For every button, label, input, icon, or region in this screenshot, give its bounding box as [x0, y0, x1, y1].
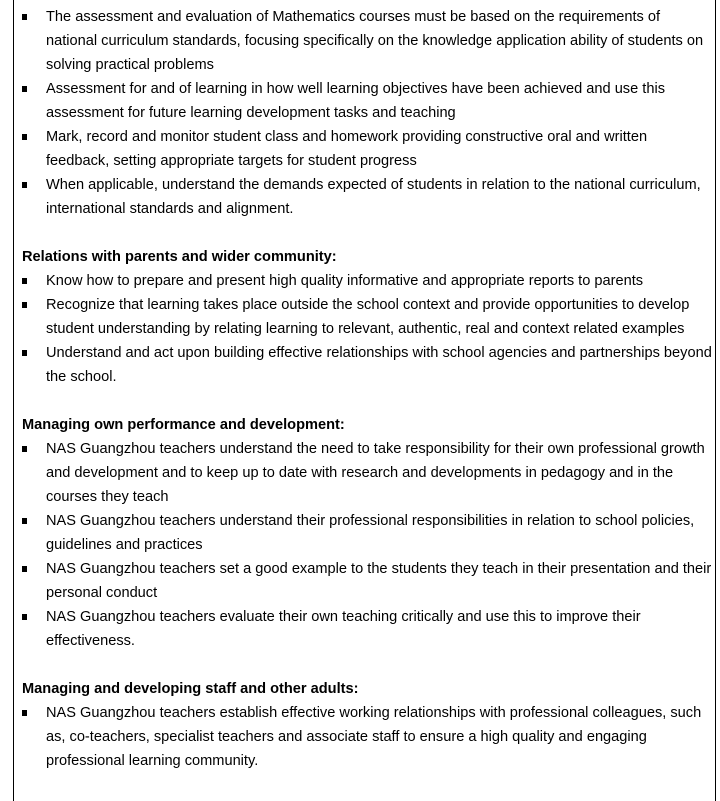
- own-performance-section: [22, 413, 712, 653]
- list-item-text: Assessment for and of learning in how well learning objectives have been achieved and use this assessment for future learning development tasks and teaching: [46, 81, 665, 121]
- assessment-list: [22, 5, 712, 221]
- section-heading: Managing own performance and development:: [22, 417, 345, 433]
- list-item: [22, 77, 712, 125]
- list-item-text: NAS Guangzhou teachers understand the need to take responsibility for their own professional growth and development and to keep up to date with research and developments in pedagogy and in the courses they teach: [46, 441, 705, 505]
- assessment-section: [22, 5, 712, 221]
- list-item: [22, 5, 712, 77]
- list-item: [22, 125, 712, 173]
- square-bullet-icon: [22, 278, 27, 284]
- list-item: [22, 341, 712, 389]
- list-item-text: NAS Guangzhou teachers establish effective working relationships with professional colleagues, such as, co-teachers, specialist teachers and associate staff to ensure a high quality and engaging professional learning community.: [46, 705, 702, 769]
- parents-community-section: [22, 245, 712, 389]
- document-body: [22, 5, 712, 773]
- list-item: [22, 173, 712, 221]
- own-performance-list: [22, 437, 712, 653]
- square-bullet-icon: [22, 182, 27, 188]
- list-item-text: Mark, record and monitor student class and homework providing constructive oral and written feedback, setting appropriate targets for student progress: [46, 129, 648, 169]
- list-item-text: When applicable, understand the demands expected of students in relation to the national curriculum, international standards and alignment.: [46, 177, 701, 217]
- square-bullet-icon: [22, 302, 27, 308]
- list-item: [22, 605, 712, 653]
- square-bullet-icon: [22, 446, 27, 452]
- staff-development-list: [22, 701, 712, 773]
- list-item-text: Know how to prepare and present high quality informative and appropriate reports to parents: [46, 273, 644, 289]
- list-item: [22, 701, 712, 773]
- square-bullet-icon: [22, 14, 27, 20]
- list-item: [22, 269, 712, 293]
- square-bullet-icon: [22, 710, 27, 716]
- parents-community-list: [22, 269, 712, 389]
- list-item: [22, 557, 712, 605]
- square-bullet-icon: [22, 134, 27, 140]
- list-item-text: NAS Guangzhou teachers understand their professional responsibilities in relation to school policies, guidelines and practices: [46, 513, 695, 553]
- section-heading: Managing and developing staff and other adults:: [22, 681, 359, 697]
- list-item-text: NAS Guangzhou teachers set a good example to the students they teach in their presentation and their personal conduct: [46, 561, 712, 601]
- list-item-text: The assessment and evaluation of Mathematics courses must be based on the requirements of national curriculum standards, focusing specifically on the knowledge application ability of students on solving practical problems: [46, 9, 704, 73]
- list-item: [22, 293, 712, 341]
- list-item: [22, 509, 712, 557]
- staff-development-section: [22, 677, 712, 773]
- square-bullet-icon: [22, 614, 27, 620]
- square-bullet-icon: [22, 86, 27, 92]
- square-bullet-icon: [22, 518, 27, 524]
- section-heading: Relations with parents and wider community:: [22, 249, 337, 265]
- square-bullet-icon: [22, 350, 27, 356]
- list-item: [22, 437, 712, 509]
- square-bullet-icon: [22, 566, 27, 572]
- list-item-text: NAS Guangzhou teachers evaluate their own teaching critically and use this to improve their effectiveness.: [46, 609, 641, 649]
- list-item-text: Understand and act upon building effective relationships with school agencies and partnerships beyond the school.: [46, 345, 712, 385]
- list-item-text: Recognize that learning takes place outside the school context and provide opportunities to develop student understanding by relating learning to relevant, authentic, real and context related examples: [46, 297, 690, 337]
